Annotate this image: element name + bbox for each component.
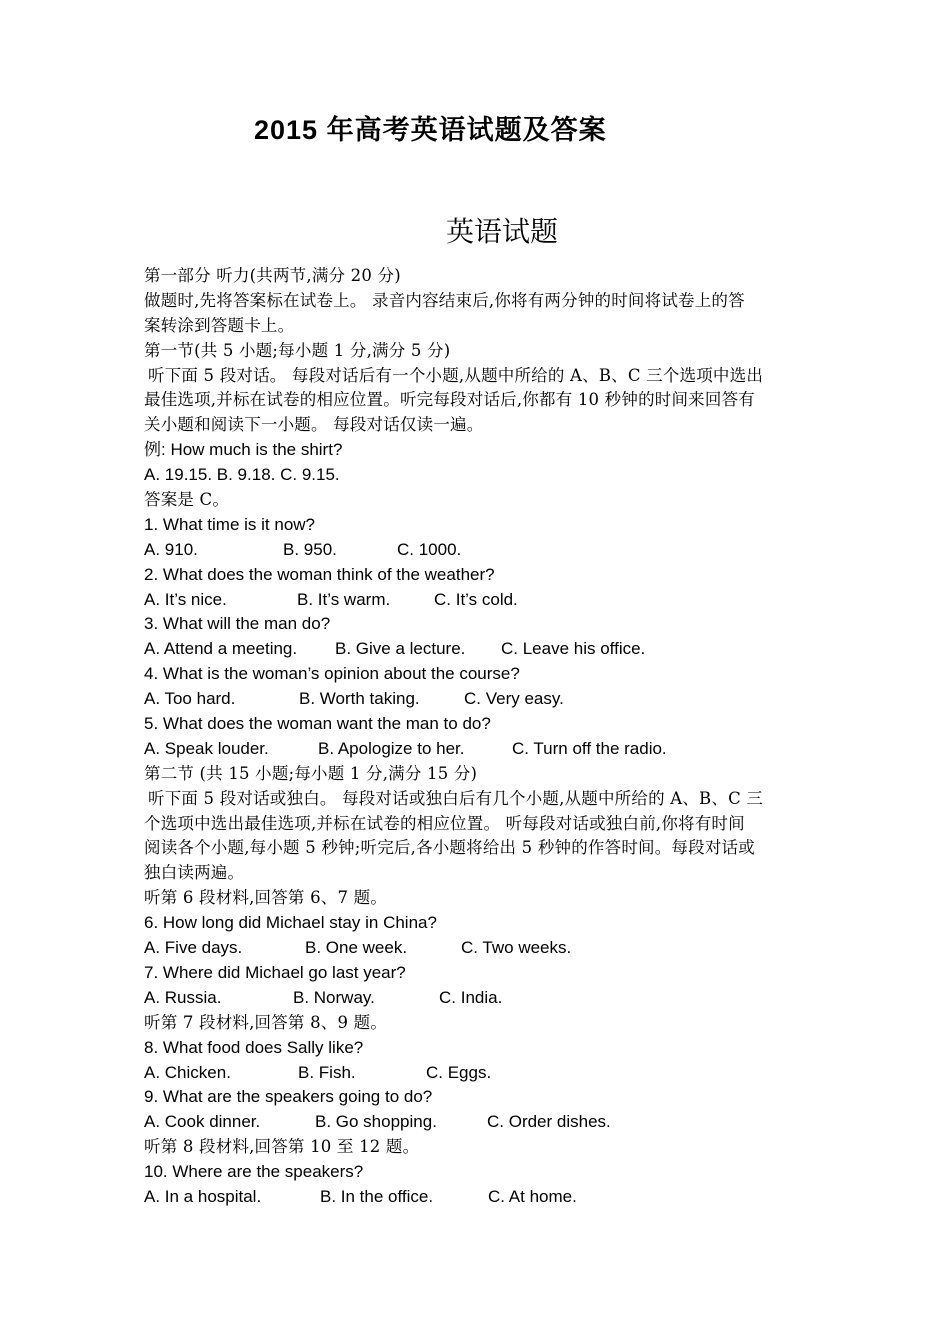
- answer-option: B. One week.: [305, 938, 408, 958]
- instruction-line: 个选项中选出最佳选项,并标在试卷的相应位置。 听每段对话或独白前,你将有时间: [144, 813, 745, 833]
- answer-option: C. It’s cold.: [434, 589, 518, 609]
- answer-option: B. Norway.: [293, 987, 375, 1007]
- instruction-line: 做题时,先将答案标在试卷上。 录音内容结束后,你将有两分钟的时间将试卷上的答: [144, 290, 745, 310]
- answer-option: C. At home.: [488, 1186, 577, 1206]
- answer-option: C. Two weeks.: [461, 938, 572, 958]
- answer-option: B. In the office.: [320, 1186, 434, 1206]
- question-line: 3. What will the man do?: [144, 614, 331, 634]
- question-line: 例: How much is the shirt?: [144, 440, 343, 460]
- answer-option: A. Too hard.: [144, 689, 236, 709]
- instruction-line: 听第 7 段材料,回答第 8、9 题。: [144, 1012, 388, 1032]
- answer-option: B. Go shopping.: [315, 1112, 437, 1132]
- instruction-line: 阅读各个小题,每小题 5 秒钟;听完后,各小题将给出 5 秒钟的作答时间。每段对话或: [144, 838, 755, 858]
- instruction-line: 听第 6 段材料,回答第 6、7 题。: [144, 888, 388, 908]
- question-line: 10. Where are the speakers?: [144, 1162, 364, 1182]
- answer-option: B. Fish.: [298, 1062, 356, 1082]
- answer-option: B. It’s warm.: [297, 589, 391, 609]
- answer-option: B. Apologize to her.: [318, 738, 465, 758]
- answer-option: C. Turn off the radio.: [512, 738, 667, 758]
- instruction-line: 听第 8 段材料,回答第 10 至 12 题。: [144, 1137, 420, 1157]
- question-line: 6. How long did Michael stay in China?: [144, 913, 437, 933]
- question-line: 9. What are the speakers going to do?: [144, 1087, 433, 1107]
- answer-option: A. Chicken.: [144, 1062, 231, 1082]
- answer-options: [144, 637, 810, 662]
- answer-option: C. 1000.: [397, 539, 462, 559]
- exam-content: [144, 264, 810, 1210]
- instruction-line: 听下面 5 段对话。 每段对话后有一个小题,从题中所给的 A、B、C 三个选项中选出: [148, 365, 764, 385]
- page-title: 2015 年高考英语试题及答案: [254, 115, 607, 145]
- answer-option: C. Order dishes.: [487, 1112, 611, 1132]
- question-line: 4. What is the woman’s opinion about the course?: [144, 664, 520, 684]
- instruction-line: 第一节(共 5 小题;每小题 1 分,满分 5 分): [144, 340, 451, 360]
- answer-option: A. Five days.: [144, 938, 243, 958]
- question-line: 8. What food does Sally like?: [144, 1037, 364, 1057]
- question-line: 7. Where did Michael go last year?: [144, 962, 406, 982]
- answer-option: B. 950.: [283, 539, 337, 559]
- answer-option: C. Leave his office.: [501, 639, 646, 659]
- answer-option: A. 910.: [144, 539, 198, 559]
- instruction-line: 答案是 C。: [144, 490, 230, 510]
- answer-option: C. Eggs.: [426, 1062, 492, 1082]
- answer-options: [144, 538, 810, 563]
- subject-title: 英语试题: [446, 215, 559, 248]
- question-line: 2. What does the woman think of the weather?: [144, 564, 495, 584]
- answer-options: [144, 936, 810, 961]
- answer-options: [144, 588, 810, 613]
- instruction-line: 听下面 5 段对话或独白。 每段对话或独白后有几个小题,从题中所给的 A、B、C 三: [148, 788, 764, 808]
- answer-option: A. Russia.: [144, 987, 222, 1007]
- answer-option: A. Speak louder.: [144, 738, 269, 758]
- instruction-line: 关小题和阅读下一小题。 每段对话仅读一遍。: [144, 415, 484, 435]
- answer-options: [144, 687, 810, 712]
- answer-options: [144, 737, 810, 762]
- answer-options: [144, 1185, 810, 1210]
- answer-options: [144, 986, 810, 1011]
- answer-option: B. Worth taking.: [299, 689, 420, 709]
- answer-option: A. In a hospital.: [144, 1186, 262, 1206]
- instruction-line: 案转涂到答题卡上。: [144, 315, 295, 335]
- answer-options: [144, 1061, 810, 1086]
- answer-option: B. Give a lecture.: [335, 639, 466, 659]
- answer-option: C. Very easy.: [464, 689, 564, 709]
- answer-option: A. Cook dinner.: [144, 1112, 261, 1132]
- answer-option: A. Attend a meeting.: [144, 639, 298, 659]
- instruction-line: 第一部分 听力(共两节,满分 20 分): [144, 266, 401, 285]
- answer-option: A. It’s nice.: [144, 589, 227, 609]
- answer-option: C. India.: [439, 987, 503, 1007]
- instruction-line: 独白读两遍。: [144, 863, 245, 883]
- question-line: 1. What time is it now?: [144, 514, 316, 534]
- answer-options: [144, 1110, 810, 1135]
- instruction-line: 最佳选项,并标在试卷的相应位置。听完每段对话后,你都有 10 秒钟的时间来回答有: [144, 390, 755, 410]
- question-line: A. 19.15. B. 9.18. C. 9.15.: [144, 465, 340, 485]
- instruction-line: 第二节 (共 15 小题;每小题 1 分,满分 15 分): [144, 763, 478, 783]
- question-line: 5. What does the woman want the man to do?: [144, 714, 491, 734]
